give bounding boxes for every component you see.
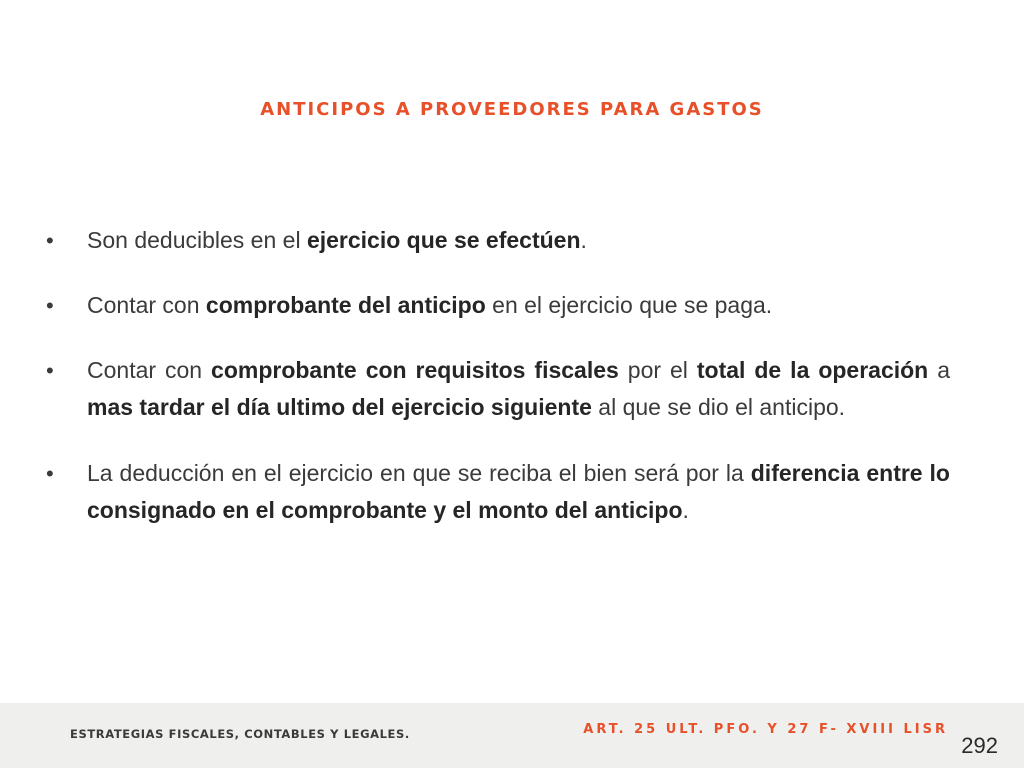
bullet-item-1: [46, 222, 950, 259]
bullet-text: La deducción en el ejercicio en que se reciba el bien será por la: [87, 460, 751, 486]
footer-company-name: ESTRATEGIAS FISCALES, CONTABLES Y LEGALES.: [70, 727, 410, 741]
footer-legal-reference: ART. 25 ULT. PFO. Y 27 F- XVIII LISR: [583, 722, 948, 737]
bullet-icon: •: [46, 293, 54, 318]
page-number: 292: [961, 733, 998, 758]
bullet-item-3: [46, 352, 950, 426]
bullet-bold-text: mas tardar el día ultimo del ejercicio siguiente: [87, 394, 592, 420]
bullet-bold-text: ejercicio que se efectúen: [306, 227, 581, 253]
bullet-text: en el ejercicio que se paga.: [485, 292, 773, 318]
bullet-item-2: [46, 287, 950, 324]
bullet-icon: •: [46, 358, 54, 383]
bullet-text: .: [580, 227, 587, 253]
bullet-text: por el: [618, 357, 697, 383]
bullet-text: a: [928, 357, 950, 383]
bullet-text: Contar con: [87, 292, 206, 318]
bullet-bold-text: total de la operación: [696, 357, 929, 383]
bullet-bold-text: comprobante con requisitos fiscales: [211, 357, 619, 383]
slide-title: ANTICIPOS A PROVEEDORES PARA GASTOS: [260, 99, 764, 120]
bullet-bold-text: diferencia entre lo consignado en el comprobante y el monto del anticipo: [87, 460, 950, 523]
footer-bar: [0, 703, 1024, 768]
bullet-icon: •: [46, 228, 54, 253]
bullet-text: al que se dio el anticipo.: [591, 394, 846, 420]
bullet-text: Son deducibles en el: [87, 227, 307, 253]
bullet-list: [46, 222, 950, 529]
bullet-icon: •: [46, 461, 54, 486]
bullet-bold-text: comprobante del anticipo: [205, 292, 486, 318]
bullet-text: Contar con: [87, 357, 212, 383]
bullet-text: .: [682, 497, 689, 523]
bullet-item-4: [46, 455, 950, 529]
